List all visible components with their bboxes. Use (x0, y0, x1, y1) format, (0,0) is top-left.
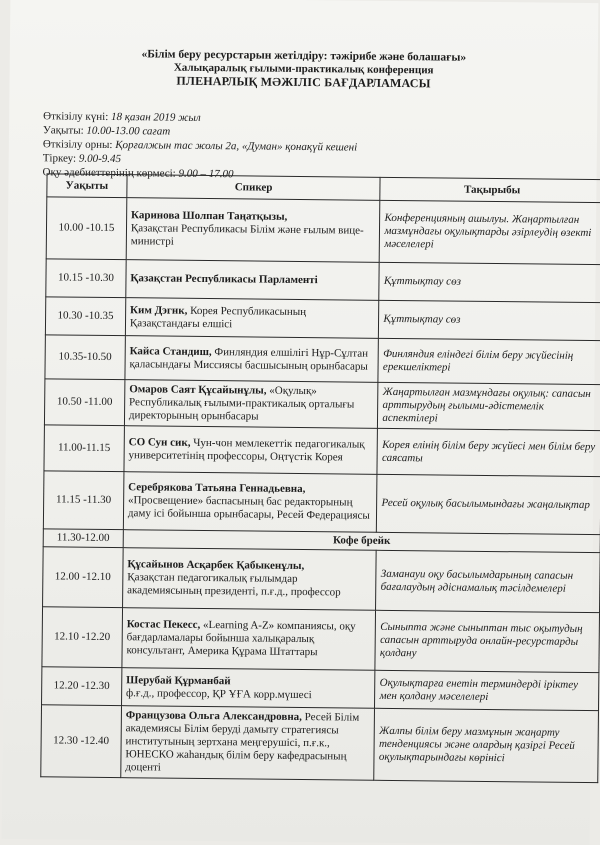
row-topic: Финляндия еліндегі білім беру жүйесінің ерекшеліктері (378, 338, 600, 384)
table-row (44, 379, 600, 431)
speaker-role: Қазақстан педагогикалық ғылымдар академиясының президенті, п.ғ.д., профессор (127, 571, 341, 599)
speaker-role: «Learning A-Z» компаниясы, оқу бағдарламалары бойынша халықаралық консультант, Америка Құрама Штаттары (126, 618, 356, 659)
speaker-name: Қазақстан Республикасы Парламенті (130, 272, 318, 287)
speaker-role: Ресей Білім академиясы Білім беруді дамыту стратегиясы институтының зертхана меңгерушісі, п.ғ.к., ЮНЕСКО жаһандық білім беру кафедрасының доценті (125, 711, 360, 774)
row-speaker (125, 336, 379, 383)
event-registration: Тіркеу: 9.00-9.45 (42, 152, 122, 166)
table-row (42, 607, 600, 673)
row-speaker (126, 198, 380, 263)
document-header (9, 47, 597, 92)
row-time: 10.00 -10.15 (46, 197, 127, 260)
table-row (44, 425, 600, 477)
row-topic: Корея елінің білім беру жүйесі мен білім беру саясаты (377, 428, 600, 476)
speaker-name: Ким Дэгнк, (129, 303, 188, 317)
speaker-name: Костас Пекесс, (126, 618, 201, 631)
conference-subtitle: Халықаралық ғылыми-практикалық конференция (173, 61, 434, 77)
col-header-time: Уақыты (47, 174, 127, 198)
row-time: 11.15 -11.30 (43, 471, 124, 530)
event-venue: Өткізілу орны: Қорғалжын тас жолы 2а, «Думан» қонақүй кешені (42, 138, 358, 154)
row-speaker (121, 668, 375, 709)
speaker-role: «Просвещение» баспасының бас редакторының даму ісі бойынша орынбасары, Ресей Федерациясы (127, 494, 370, 522)
row-speaker (124, 380, 378, 429)
speaker-name: Каринова Шолпан Таңатқызы, (130, 209, 288, 223)
row-speaker (125, 298, 379, 339)
row-topic: Сыныпта және сыныптан тыс оқытудың сапасын арттыруда онлайн-ресурстарды қолдану (375, 610, 599, 672)
table-row (45, 335, 600, 385)
row-speaker (122, 608, 376, 671)
table-row (43, 547, 600, 613)
speaker-role: Қазақстан Республикасы Білім және ғылым вице-министрі (130, 222, 364, 248)
coffee-break-label: Кофе брейк (123, 530, 600, 553)
row-time: 11.30-12.00 (43, 529, 123, 548)
row-topic: Ресей оқулық басылымындағы жаңалықтар (377, 474, 600, 534)
speaker-role: Финляндия елшілігі Нұр-Сұлтан қаласындағы Миссиясы басшысының орынбасары (129, 345, 369, 373)
row-time: 11.00-11.15 (44, 425, 124, 472)
row-topic: Жаңартылған мазмұндағы оқулық: сапасын арттырудың ғылыми-әдістемелік аспектілері (378, 382, 600, 430)
row-time: 12.20 -12.30 (42, 667, 122, 706)
event-date: Өткізілу күні: 18 қазан 2019 жыл (43, 110, 201, 124)
row-time: 10.15 -10.30 (46, 259, 126, 298)
program-table (40, 173, 600, 783)
table-row (45, 297, 600, 341)
row-topic: Жалпы білім беру мазмұнын жаңарту тенденциясы және олардың қазіргі Ресей оқулықтарындағы көрінісі (374, 708, 598, 782)
row-topic: Құттықтау сөз (379, 300, 600, 340)
row-time: 10.35-10.50 (45, 335, 125, 380)
row-speaker (123, 472, 377, 533)
program-title: ПЛЕНАРЛЫҚ МӘЖІЛІС БАҒДАРЛАМАСЫ (176, 73, 431, 91)
row-topic: Конференцияның ашылуы. Жаңартылған мазмұндағы оқулықтарды әзірлеудің өзекті мәселелері (380, 200, 600, 264)
speaker-name: Серебрякова Татьяна Геннадьевна, (128, 481, 306, 496)
speaker-role: Корея Республикасының Қазақстандағы елшісі (129, 304, 307, 330)
row-topic: Құттықтау сөз (379, 262, 600, 302)
row-topic: Заманауи оқу басылымдарының сапасын бағалаудың әдіснамалық тәсілдемелері (376, 550, 600, 612)
col-header-speaker: Спикер (127, 175, 381, 201)
table-row (43, 471, 600, 535)
table-row (46, 197, 600, 265)
speaker-name: СО Сун сик, (128, 435, 191, 449)
row-time: 12.10 -12.20 (42, 607, 123, 668)
speaker-name: Құсайынов Асқарбек Қабыкенұлы, (127, 558, 305, 573)
conference-title: «Білім беру ресурстарын жетілдіру: тәжірибе және болашағы» (141, 48, 467, 64)
event-exhibition: Оқу әдебиеттерінің көрмесі: 9.00 – 17.00 (42, 166, 234, 181)
row-speaker (121, 706, 375, 781)
event-time: Уақыты: 10.00-13.00 сағат (42, 124, 171, 138)
row-time: 12.30 -12.40 (41, 705, 122, 778)
table-row (42, 667, 599, 711)
row-speaker (122, 548, 376, 611)
speaker-name: Кайса Стандиш, (129, 344, 212, 358)
row-speaker (126, 260, 380, 301)
row-topic: Оқулықтарға енетін терминдерді іріктеу мен қолдану мәселелері (375, 670, 599, 710)
speaker-name: Французова Ольга Александровна, (125, 709, 303, 724)
speaker-name: Омаров Саят Құсайынұлы, (129, 383, 267, 397)
col-header-topic: Тақырыбы (380, 177, 600, 202)
row-time: 10.50 -11.00 (44, 379, 124, 426)
table-row (46, 259, 600, 303)
speaker-role: Чун-чон мемлекеттік педагогикалық университетінің профессоры, Оңтүстік Корея (128, 436, 365, 463)
row-speaker (124, 426, 378, 475)
program-page (2, 0, 599, 845)
speaker-name: Шерубай Құрманбай (126, 673, 231, 687)
row-time: 12.00 -12.10 (43, 547, 124, 608)
row-time: 10.30 -10.35 (45, 297, 125, 336)
speaker-role: ф.ғ.д., профессор, ҚР ҰҒА корр.мүшесі (125, 686, 312, 701)
speaker-role: «Оқулық» Республикалық ғылыми-практикалық орталығы директорының орынбасары (128, 384, 355, 423)
table-row (41, 705, 599, 783)
event-details (43, 109, 358, 182)
